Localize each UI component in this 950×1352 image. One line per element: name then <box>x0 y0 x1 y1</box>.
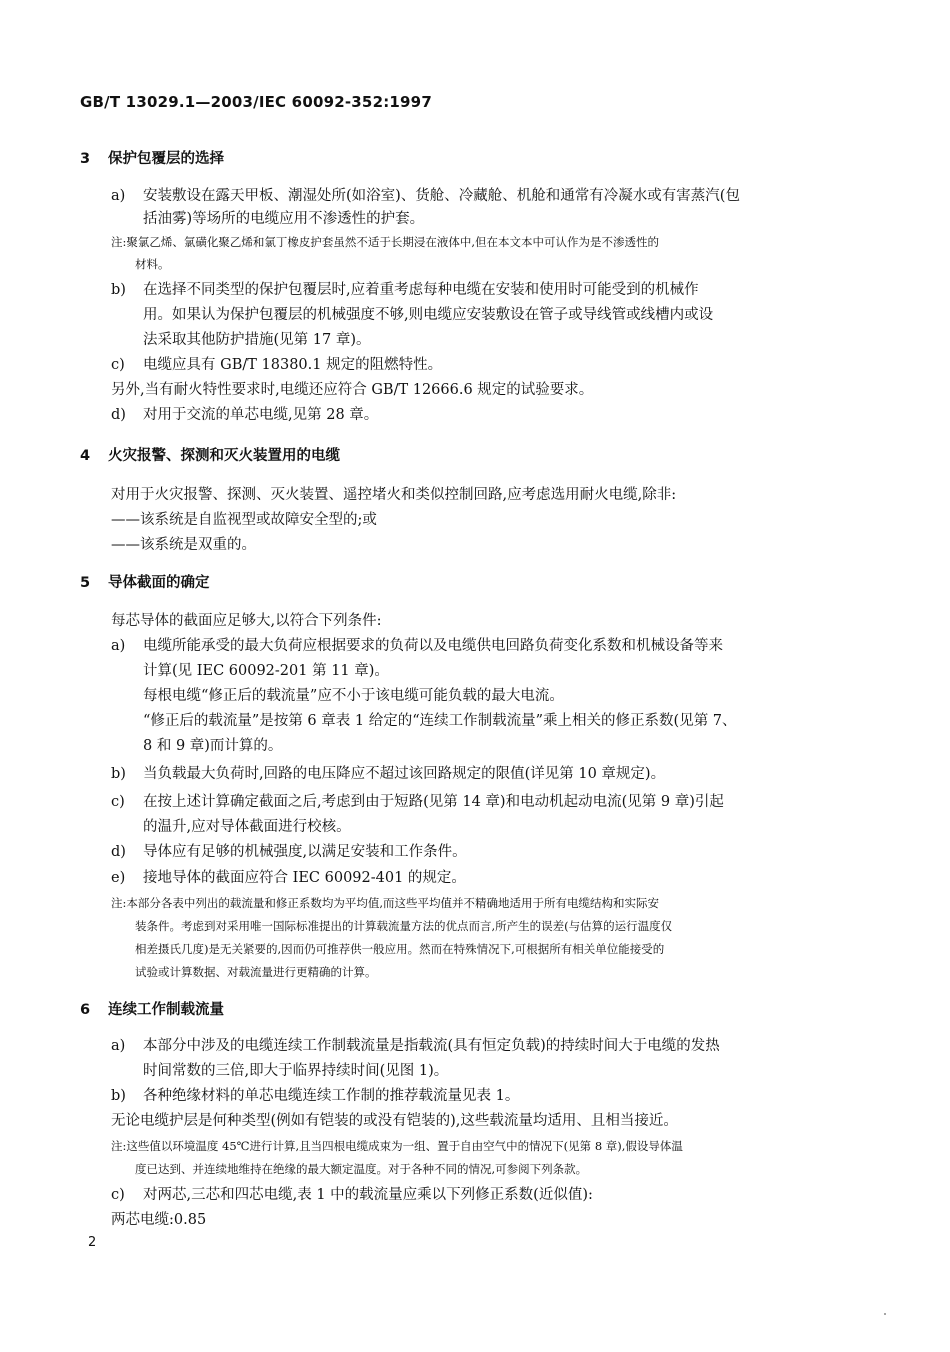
s5-intro: 每芯导体的截面应足够大,以符合下列条件: <box>111 613 382 629</box>
s5-item-a-line4: “修正后的载流量”是按第 6 章表 1 给定的“连续工作制载流量”乘上相关的修正系数(见第 7、 <box>143 713 737 729</box>
section-6-number: 6 <box>80 1002 91 1018</box>
s5-item-a-line5: 8 和 9 章)而计算的。 <box>143 738 283 754</box>
s5-item-b <box>111 764 665 784</box>
s3-item-b-line2: 用。如果认为保护包覆层的机械强度不够,则电缆应安装敷设在管子或导线管或线槽内或设 <box>143 307 714 323</box>
s6-item-a <box>111 1036 720 1056</box>
s4-line3: ——该系统是双重的。 <box>111 537 256 553</box>
section-6-title: 连续工作制载流量 <box>108 1002 224 1018</box>
section-5-title: 导体截面的确定 <box>108 575 210 591</box>
s6-extra: 无论电缆护层是何种类型(例如有铠装的或没有铠装的),这些载流量均适用、且相当接近。 <box>111 1113 678 1129</box>
section-5-heading <box>80 573 210 593</box>
s6-last-line: 两芯电缆:0.85 <box>111 1212 207 1228</box>
s5-item-c-line2: 的温升,应对导体截面进行校核。 <box>143 819 351 835</box>
section-3-number: 3 <box>80 151 91 167</box>
s5-item-a-line2: 计算(见 IEC 60092-201 第 11 章)。 <box>143 663 389 679</box>
s3-item-a-line2: 括油雾)等场所的电缆应用不渗透性的护套。 <box>143 211 425 227</box>
s5-item-d-label: d) <box>111 844 126 860</box>
s5-item-a-line1: 电缆所能承受的最大负荷应根据要求的负荷以及电缆供电回路负荷变化系数和机械设备等来 <box>143 638 723 654</box>
s3-item-a-line1: 安装敷设在露天甲板、潮湿处所(如浴室)、货舱、冷藏舱、机舱和通常有冷凝水或有害蒸汽(包 <box>143 188 740 204</box>
s5-item-e-label: e) <box>111 870 126 886</box>
section-4-heading <box>80 446 340 466</box>
s3-item-d <box>111 405 378 425</box>
s6-item-b <box>111 1086 519 1106</box>
scan-speck <box>884 1313 886 1315</box>
s3-item-d-label: d) <box>111 407 126 423</box>
s3-item-a <box>111 186 740 206</box>
s3-item-b <box>111 280 699 300</box>
s3-item-b-line3: 法采取其他防护措施(见第 17 章)。 <box>143 332 371 348</box>
s5-note-line2: 装条件。考虑到对采用唯一国际标准提出的计算载流量方法的优点而言,所产生的误差(与估算的运行温度仅 <box>135 919 673 933</box>
s6-item-a-line2: 时间常数的三倍,即大于临界持续时间(见图 1)。 <box>143 1063 449 1079</box>
section-3-title: 保护包覆层的选择 <box>108 151 224 167</box>
s3-item-c <box>111 355 442 375</box>
s5-note-line3: 相差摄氏几度)是无关紧要的,因而仍可推荐供一般应用。然而在特殊情况下,可根据所有相关单位能接受的 <box>135 942 665 956</box>
s6-item-c-line1: 对两芯,三芯和四芯电缆,表 1 中的载流量应乘以下列修正系数(近似值): <box>143 1187 593 1203</box>
s3-note-line1: 注:聚氯乙烯、氯磺化聚乙烯和氯丁橡皮护套虽然不适于长期浸在液体中,但在本文本中可认作为是不渗透性的 <box>111 235 660 249</box>
s6-item-c-label: c) <box>111 1187 125 1203</box>
s5-item-e <box>111 868 466 888</box>
s5-item-c-line1: 在按上述计算确定截面之后,考虑到由于短路(见第 14 章)和电动机起动电流(见第 9 章)引起 <box>143 794 724 810</box>
s6-item-c <box>111 1185 593 1205</box>
s4-line2: ——该系统是自监视型或故障安全型的;或 <box>111 512 377 528</box>
standard-header: GB/T 13029.1—2003/IEC 60092-352:1997 <box>80 93 432 111</box>
s6-item-b-label: b) <box>111 1088 126 1104</box>
s5-note-line1: 注:本部分各表中列出的载流量和修正系数均为平均值,而这些平均值并不精确地适用于所有电缆结构和实际安 <box>111 896 660 910</box>
s3-item-b-line1: 在选择不同类型的保护包覆层时,应着重考虑每种电缆在安装和使用时可能受到的机械作 <box>143 282 699 298</box>
s5-item-a-label: a) <box>111 638 126 654</box>
s6-item-b-line1: 各种绝缘材料的单芯电缆连续工作制的推荐载流量见表 1。 <box>143 1088 520 1104</box>
s3-item-c-line1: 电缆应具有 GB/T 18380.1 规定的阻燃特性。 <box>143 357 443 373</box>
section-5-number: 5 <box>80 575 91 591</box>
page-number: 2 <box>88 1235 97 1250</box>
s3-note-line2: 材料。 <box>135 257 170 271</box>
s3-item-a-label: a) <box>111 188 126 204</box>
s5-item-a-line3: 每根电缆“修正后的载流量”应不小于该电缆可能负载的最大电流。 <box>143 688 564 704</box>
s5-item-a <box>111 636 723 656</box>
s3-item-b-label: b) <box>111 282 126 298</box>
s5-note-line4: 试验或计算数据、对载流量进行更精确的计算。 <box>135 965 377 979</box>
s5-item-b-label: b) <box>111 766 126 782</box>
section-3-heading <box>80 149 224 169</box>
s5-item-e-line1: 接地导体的截面应符合 IEC 60092-401 的规定。 <box>143 870 466 886</box>
s4-line1: 对用于火灾报警、探测、灭火装置、遥控堵火和类似控制回路,应考虑选用耐火电缆,除非: <box>111 487 677 503</box>
s5-item-d-line1: 导体应有足够的机械强度,以满足安装和工作条件。 <box>143 844 467 860</box>
s6-note-line2: 度已达到、并连续地维持在绝缘的最大额定温度。对于各种不同的情况,可参阅下列条款。 <box>135 1162 588 1176</box>
section-4-number: 4 <box>80 448 91 464</box>
s5-item-c-label: c) <box>111 794 125 810</box>
s3-item-c-label: c) <box>111 357 125 373</box>
s6-item-a-label: a) <box>111 1038 126 1054</box>
s6-item-a-line1: 本部分中涉及的电缆连续工作制载流量是指载流(具有恒定负载)的持续时间大于电缆的发热 <box>143 1038 720 1054</box>
s3-item-d-line1: 对用于交流的单芯电缆,见第 28 章。 <box>143 407 379 423</box>
s5-item-c <box>111 792 724 812</box>
s5-item-b-line1: 当负载最大负荷时,回路的电压降应不超过该回路规定的限值(详见第 10 章规定)。 <box>143 766 666 782</box>
section-6-heading <box>80 1000 224 1020</box>
s6-note-line1: 注:这些值以环境温度 45℃进行计算,且当四根电缆成束为一组、置于自由空气中的情况下(见第 8 章),假设导体温 <box>111 1139 683 1153</box>
section-4-title: 火灾报警、探测和灭火装置用的电缆 <box>108 448 340 464</box>
s3-extra: 另外,当有耐火特性要求时,电缆还应符合 GB/T 12666.6 规定的试验要求。 <box>111 382 594 398</box>
s5-item-d <box>111 842 467 862</box>
